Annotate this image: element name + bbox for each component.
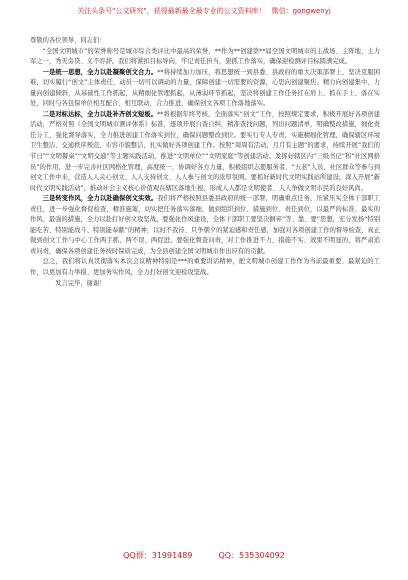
section-1-text: **将持续加力加压，将思想统一到县委、县政府的重大决策部署上，坚决克服困难，切实履行“创文”主体责任，动员一切可以调动的力量，保障创建一切需要的资源，心思向创建聚焦、精力向创建集中、力量向创建倾斜，从基础性工作抓起，从精细化管理抓起，从薄弱环节抓起，坚决将创建工作任务扛在肩上、抓在手上、落在实处，同时与各包保单位相互配合、相互联动，合力推进，确保创文各项工作落地落实。 — [30, 68, 380, 108]
intro-paragraph: “全国文明城市”的荣誉称号是城市综合类评比中最高的荣誉，**作为**创建第**届全国文明城市的主战场、主阵地、主力军之一，秀无旁贷、义不容辞。我们将紧扣目标导向，牢记责任担当，狠抓工作落实，确保迎检测评目标圆满完成。 — [30, 47, 380, 66]
section-1-title: 一是统一思想，全力以赴凝聚创文合力。 — [42, 68, 158, 76]
section-2-paragraph — [30, 110, 380, 194]
section-3-title: 三是转变作风，全力以赴确保创文实效。 — [42, 195, 158, 203]
section-2-title: 二是对标达标，全力以赴补齐创文短板。 — [42, 110, 158, 118]
section-2-text: **将根据年终考核，全面落实“创文”工作，按照规定要求，积极开展好各项创建活动，严格对照《全国文明城市测评体系》标准，逐项开展自查自纠，精准查找问题，列出问题清单，明确整改措施，细化责任分工，强化督导落实，全力推进创建工作落实到位，确保问题整改到位。要实行专人专责，实施精细化管理，确保辖区环境卫生整洁、交通秩序规范、市容市貌整洁，扎实做好各项创建工作。按照“周周有活动，月月有主题”的要求，持续开展“我们的节日”“文明餐桌”“文明交通”等主题实践活动，推进“文明单位”“文明家庭”等创建活动。发挥好辖区内“三级书记”和“社区网格员”的作用，进一步完善社区网格化管理，高度统一，协调好各方力量，积极组织志愿服务者、“五老”人员、社区群众等参与到创文工作中来，营造人人关心创文、人人支持创文、人人参与创文的浓厚氛围。要抓好新时代文明实践站所建设，深入开展“新时代文明实践活动”，推动社会主义核心价值观在辖区落地生根，形成人人都是文明使者、人人争做文明市民的良好风尚。 — [30, 110, 380, 192]
header-notice: 关注头条号"公文研究"，获得最新最全最专业的公文资料库！ — [77, 7, 266, 15]
salutation: 尊敬的各位领导，同志们： — [30, 37, 106, 44]
footer-contact — [0, 549, 408, 563]
speech-body — [30, 36, 380, 548]
section-3-paragraph — [30, 194, 380, 257]
section-3-text: 我们将严格按照县委县政府的统一部署，明确重点任务，压紧压实全体干部职工责任，进一步强化督促检查，精准施策，切实把任务落实落细，做到组织到位、措施到位、责任到位，以最严的标准、最实的作风、最强的措施，全力以赴打好创文攻坚战。要强化作风建设，全体干部职工要坚决摒弃“等、靠、要”思想，充分发扬“特别能吃苦、特别能战斗、特别能奉献”的精神，以时不我待、只争朝夕的紧迫感和责任感，加强对各项创建工作的督导检查，真正做到创文工作与中心工作两手抓、两不误、两促进。要强化督查问责，对工作推进不力、措施不实、效果不明显的，将严肃追责问责，确保各项创建任务按时保质完成，为全县创建全国文明城市作出应有的贡献。 — [30, 195, 380, 255]
header-banner — [0, 4, 408, 18]
closing-paragraph: 总之，我们将认真贯彻落实本次会议精神特别是***的重要讲话精神，把文明城市创建工作作为当前最重要、最紧迫的工作，以更加有力举措、更加务实作风，全力打好创文迎检攻坚战。 — [30, 258, 380, 277]
footer-qq: QQ：535304092 — [218, 551, 285, 560]
ending-line: 发言完毕，谢谢！ — [55, 279, 106, 287]
footer-qq-group: QQ群：31991489 — [123, 551, 193, 560]
section-1-paragraph — [30, 68, 380, 110]
header-wechat: 微信：gongwenyj — [271, 7, 331, 15]
